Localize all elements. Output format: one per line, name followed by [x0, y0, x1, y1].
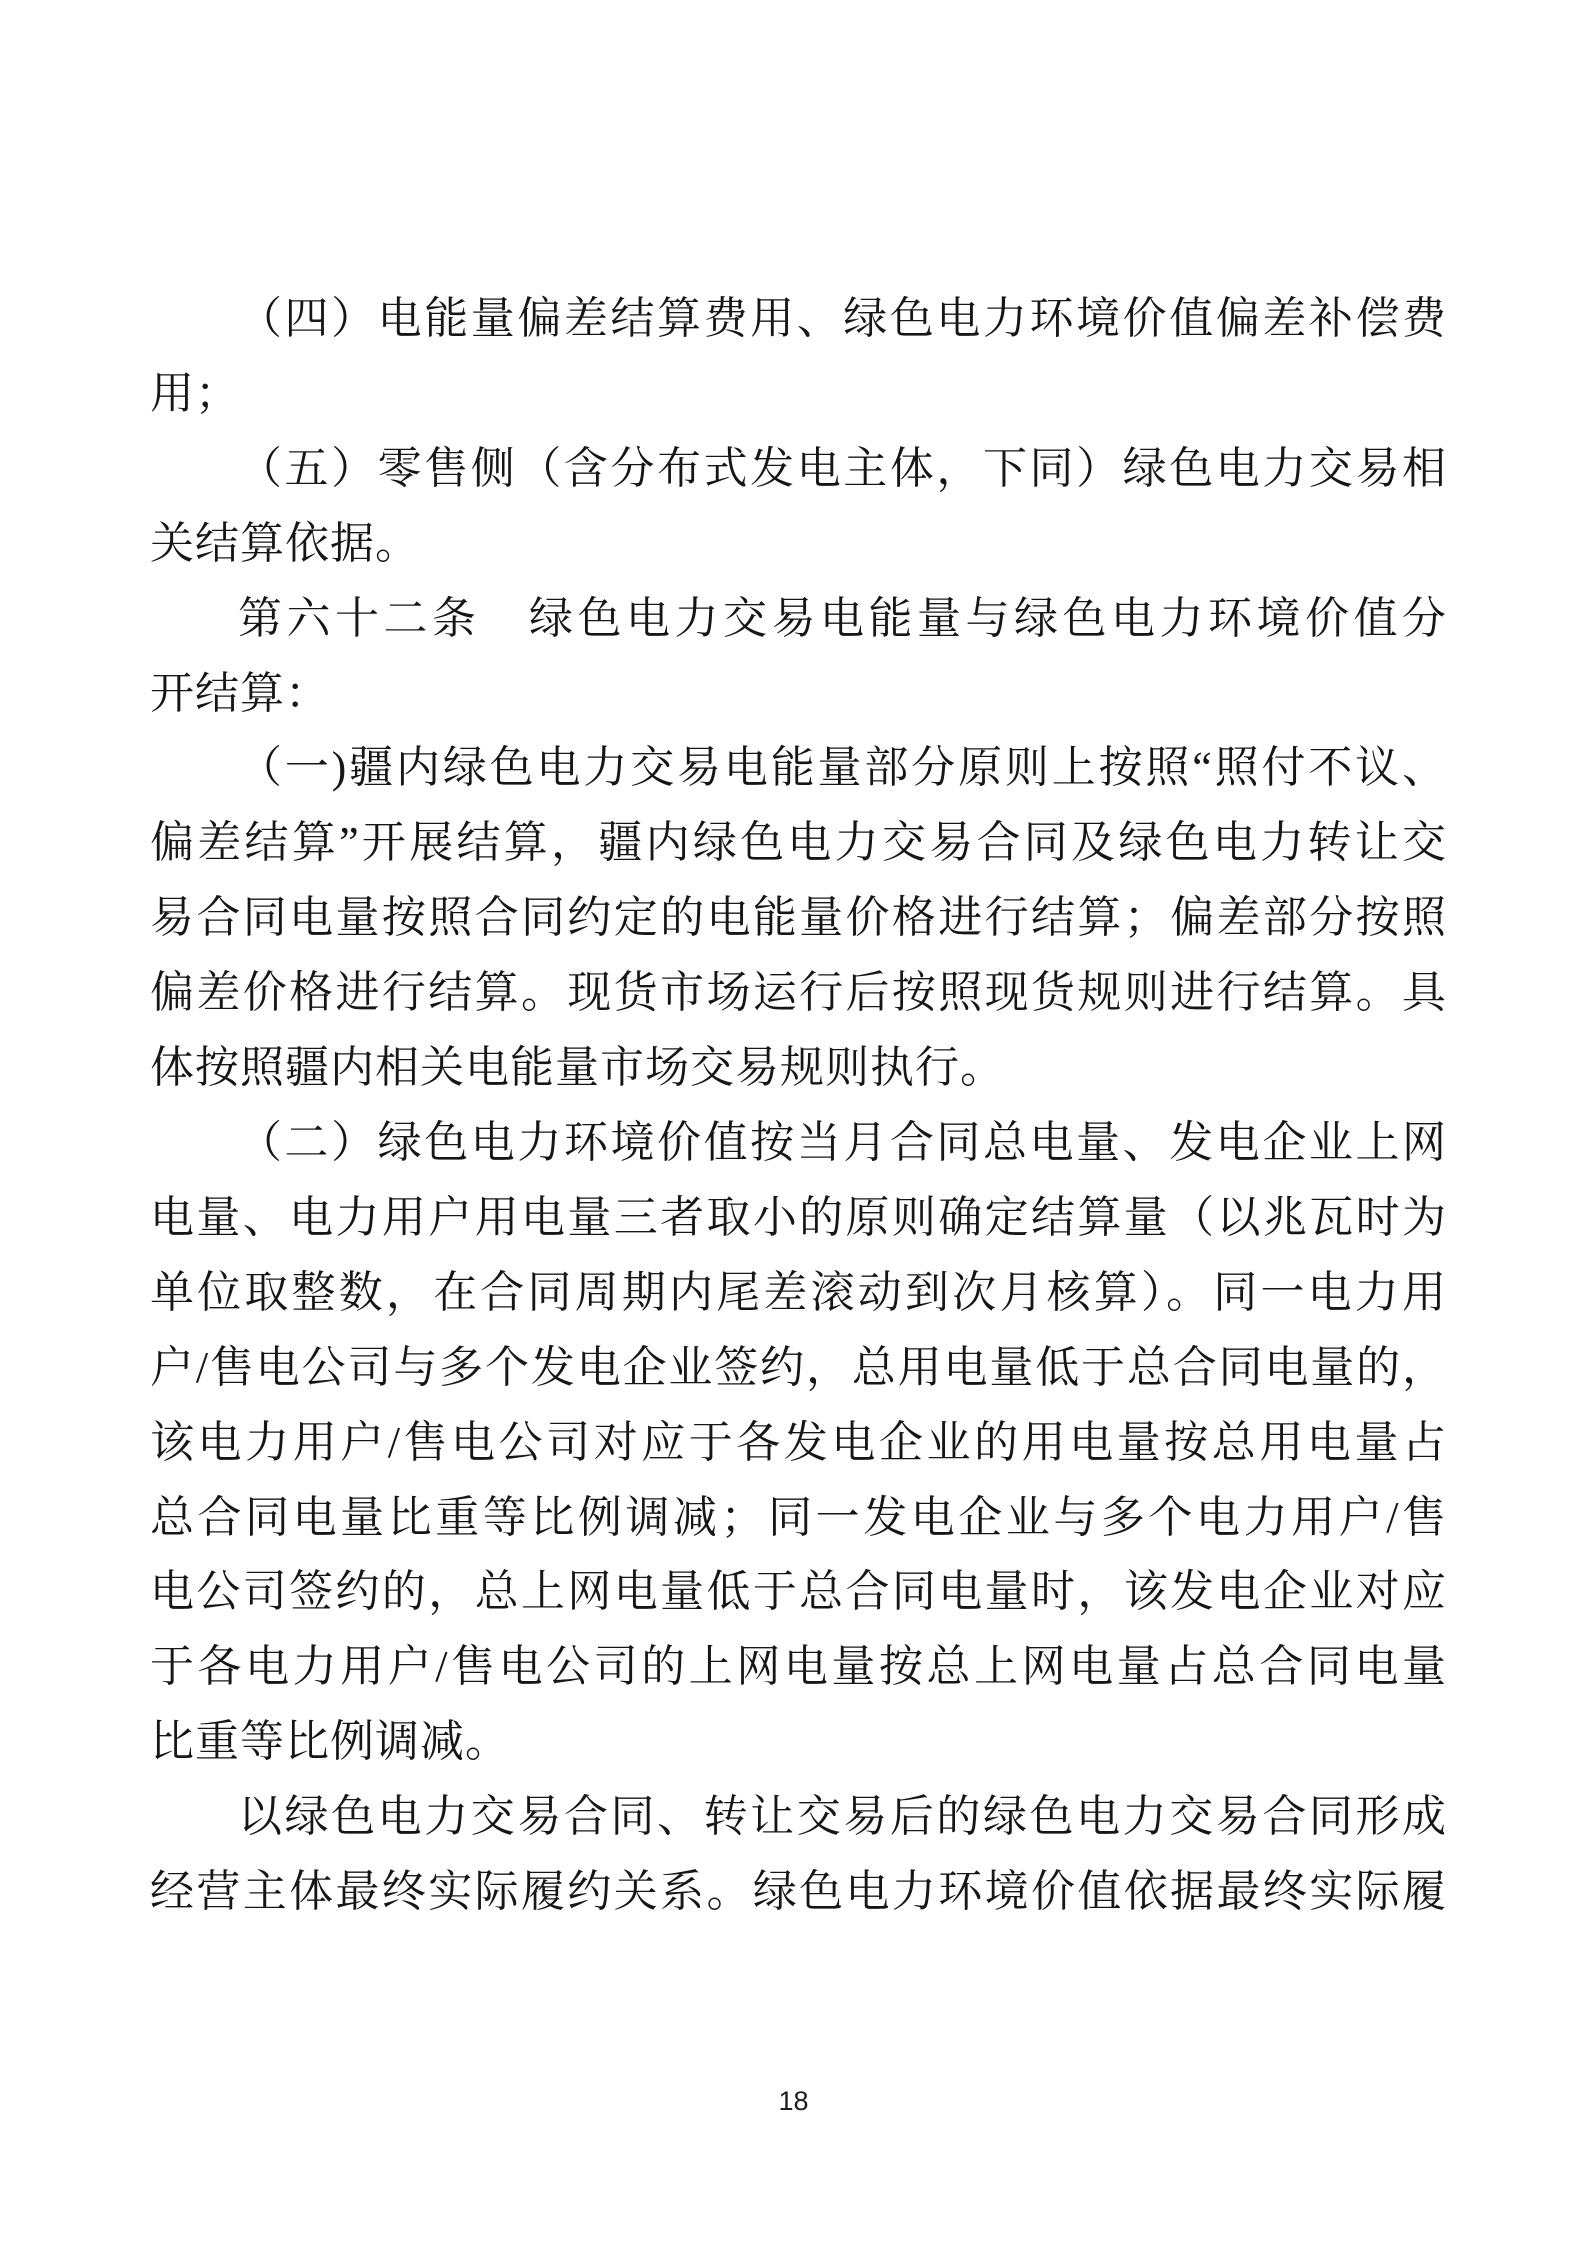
text-line: 关结算依据。: [150, 518, 420, 568]
text-line: 于各电力用户/售电公司的上网电量按总上网电量占总合同电量: [150, 1642, 1447, 1692]
page-body: [150, 282, 1447, 1930]
text-line: 易合同电量按照合同约定的电能量价格进行结算；偏差部分按照: [150, 893, 1447, 943]
text-line: 体按照疆内相关电能量市场交易规则执行。: [150, 1043, 1005, 1093]
text-line: 总合同电量比重等比例调减；同一发电企业与多个电力用户/售: [150, 1492, 1447, 1542]
text-line: （一)疆内绿色电力交易电能量部分原则上按照“照付不议、: [238, 743, 1447, 793]
text-line: （四）电能量偏差结算费用、绿色电力环境价值偏差补偿费: [238, 294, 1447, 343]
text-line: 电量、电力用户用电量三者取小的原则确定结算量（以兆瓦时为: [150, 1192, 1447, 1242]
page-number: 18: [778, 2086, 809, 2116]
text-line: （二）绿色电力环境价值按当月合同总电量、发电企业上网: [238, 1117, 1447, 1167]
text-line: 电公司签约的，总上网电量低于总合同电量时，该发电企业对应: [150, 1567, 1447, 1617]
text-line: 偏差价格进行结算。现货市场运行后按照现货规则进行结算。具: [150, 968, 1447, 1018]
text-line: 偏差结算”开展结算，疆内绿色电力交易合同及绿色电力转让交: [150, 818, 1447, 868]
page-footer: [0, 2086, 1587, 2117]
text-line: 第六十二条 绿色电力交易电能量与绿色电力环境价值分: [238, 593, 1447, 643]
text-line: 开结算：: [150, 668, 330, 718]
text-line: （五）零售侧（含分布式发电主体，下同）绿色电力交易相: [238, 443, 1447, 493]
text-line: 用；: [150, 368, 240, 418]
text-line: 该电力用户/售电公司对应于各发电企业的用电量按总用电量占: [150, 1417, 1447, 1467]
text-line: 以绿色电力交易合同、转让交易后的绿色电力交易合同形成: [238, 1792, 1447, 1842]
text-line: 户/售电公司与多个发电企业签约，总用电量低于总合同电量的，: [150, 1342, 1447, 1392]
text-line: 比重等比例调减。: [150, 1717, 510, 1767]
text-line: 经营主体最终实际履约关系。绿色电力环境价值依据最终实际履: [150, 1867, 1447, 1917]
text-line: 单位取整数，在合同周期内尾差滚动到次月核算）。同一电力用: [150, 1267, 1447, 1317]
